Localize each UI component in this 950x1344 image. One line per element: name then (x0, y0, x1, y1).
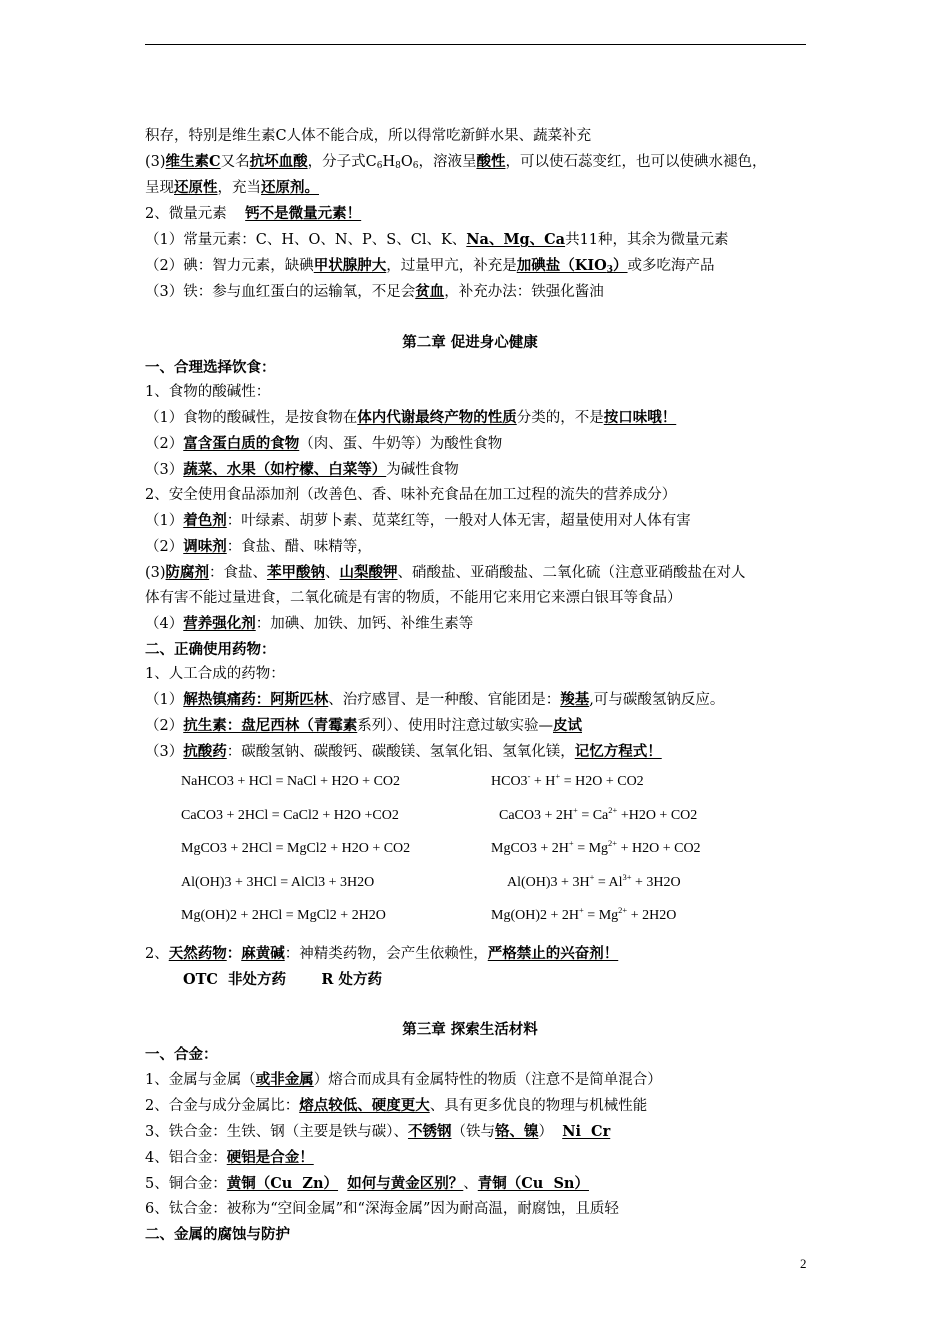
text-line: 4、铝合金：硬铝是合金！ (145, 1148, 314, 1166)
text-line: （1）食物的酸碱性，是按食物在体内代谢最终产物的性质分类的，不是按口味哦！ (145, 409, 677, 426)
text-line: （2）富含蛋白质的食物（肉、蛋、牛奶等）为酸性食物 (145, 435, 503, 452)
text-line: （2）抗生素：盘尼西林（青霉素系列）、使用时注意过敏实验—皮试 (145, 717, 582, 734)
text-line: 1、金属与金属（或非金属）熔合而成具有金属特性的物质（注意不是简单混合） (145, 1070, 662, 1088)
text-line: 6、钛合金：被称为“空间金属”和“深海金属”因为耐高温，耐腐蚀，且质轻 (145, 1200, 619, 1217)
equation-list (181, 769, 825, 937)
chapter-title: 第二章 促进身心健康 (402, 334, 538, 351)
text-line: （1）常量元素：C、H、O、N、P、S、Cl、K、Na、Mg、Ca共11种，其余为微量元素 (145, 231, 729, 248)
equation-row: Al(OH)3 + 3HCl = AlCl3 + 3H2O $Al(OH)3 + 3H^+ = Al^{3+} + 3H2O$ (181, 871, 681, 890)
chapter-title: 第三章 探索生活材料 (402, 1020, 538, 1038)
text-line: (3)防腐剂：食盐、苯甲酸钠、山梨酸钾、硝酸盐、亚硝酸盐、二氧化硫（注意亚硝酸盐在对人 体有害不能过量进食，二氧化硫是有害的物质，不能用它来用它来漂白银耳等食品） (145, 564, 746, 606)
text-line: （2）调味剂：食盐、醋、味精等， (145, 538, 372, 555)
section-heading: 一、合理选择饮食： (145, 359, 276, 376)
text-line: 2、天然药物：麻黄碱：神精类药物，会产生依赖性，严格禁止的兴奋剂！ (145, 944, 619, 962)
equation-row: NaHCO3 + HCl = NaCl + H2O + CO2 HCO3- + H+ = H2O + CO2 (181, 771, 644, 789)
otc-line: OTC 非处方药 R 处方药 (183, 970, 382, 988)
section-heading: 二、正确使用药物： (145, 641, 276, 658)
text-line: （3）抗酸药：碳酸氢钠、碳酸钙、碳酸镁、氢氧化铝、氢氧化镁，记忆方程式！ (145, 743, 662, 760)
text-line: （1）着色剂：叶绿素、胡萝卜素、苋菜红等，一般对人体无害，超量使用对人体有害 (145, 512, 691, 529)
text-line: （2）碘：智力元素，缺碘甲状腺肿大，过量甲亢，补充是加碘盐$(KIO_3)$或多吃海产品 (145, 257, 715, 275)
text-line: 3、铁合金：生铁、钢（主要是铁与碳）、不锈钢（铁与铬、镍） Ni Cr (145, 1122, 611, 1140)
text-line: 2、合金与成分金属比：熔点较低、硬度更大、具有更多优良的物理与机械性能 (145, 1096, 648, 1114)
text-line: 2、安全使用食品添加剂（改善色、香、味补充食品在加工过程的流失的营养成分） (145, 487, 677, 503)
page-number: 2 (800, 1256, 807, 1271)
text-line: （4）营养强化剂：加碘、加铁、加钙、补维生素等 (145, 615, 474, 632)
document-body (145, 124, 825, 1247)
section-heading: 二、金属的腐蚀与防护 (145, 1225, 290, 1243)
equation-row: Mg(OH)2 + 2HCl = MgCl2 + 2H2O $Mg(OH)2 + 2H^+ = Mg^{2+} + 2H2O$ (181, 905, 677, 923)
text-line: （3）铁：参与血红蛋白的运输氧，不足会贫血，补充办法：铁强化酱油 (145, 283, 604, 300)
text-line: 2、微量元素 钙不是微量元素！ (145, 205, 362, 222)
text-line: 1、人工合成的药物： (145, 666, 285, 682)
text-line: （3）蔬菜、水果（如柠檬、白菜等）为碱性食物 (145, 461, 459, 478)
section-heading: 一、合金： (145, 1045, 218, 1063)
text-line: （1）解热镇痛药：阿斯匹林、治疗感冒、是一种酸、官能团是：羧基,可与碳酸氢钠反应。 (145, 691, 725, 708)
equation-row: MgCO3 + 2HCl = MgCl2 + H2O + CO2 MgCO3 + $2H^+ = Mg^{2+} + H2O + CO2$ (181, 838, 701, 856)
text-line: 5、铜合金：黄铜（Cu Zn） 如何与黄金区别？、青铜（Cu Sn） (145, 1174, 589, 1192)
text-line: 积存，特别是维生素C人体不能合成，所以得常吃新鲜水果、蔬菜补充 (145, 128, 592, 144)
text-line: (3)维生素C又名抗坏血酸，分子式$C_6H_8O_6$，溶液呈酸性，可以使石蕊变红，也可以使碘水褪色， 呈现还原性，充当还原剂。 (145, 153, 767, 196)
text-line: 1、食物的酸碱性： (145, 384, 271, 400)
header-rule (145, 44, 806, 45)
equation-row: CaCO3 + 2HCl = CaCl2 + H2O +CO2 CaCO3 + $2H^+ = Ca^{2+} +H2O + CO2$ (181, 804, 698, 823)
